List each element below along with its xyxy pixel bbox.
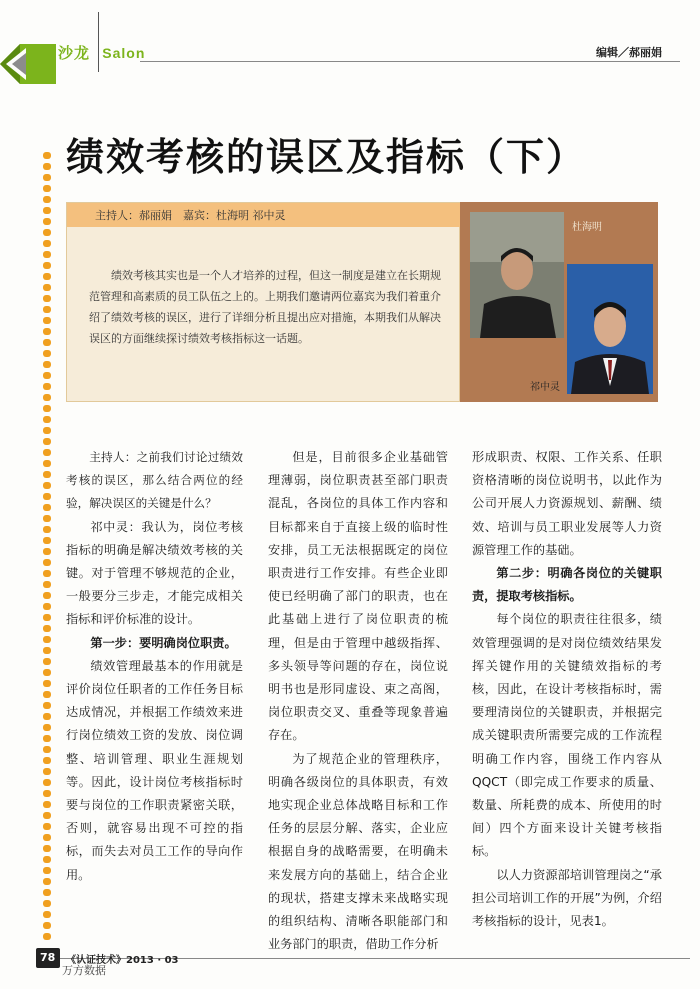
- intro-header-bar: [67, 203, 461, 227]
- header-divider: [98, 12, 99, 72]
- paragraph: 形成职责、权限、工作关系、任职资格清晰的岗位说明书，以此作为公司开展人力资源规划、薪酬、绩效、培训与员工职业发展等人力资源管理工作的基础。: [472, 450, 662, 557]
- hosts-line: 主持人：郝丽娟 嘉宾：杜海明 祁中灵: [95, 209, 286, 222]
- guest1-portrait-icon: [470, 212, 564, 338]
- body-column-2: [268, 446, 448, 956]
- paragraph: 但是，目前很多企业基础管理薄弱，岗位职责甚至部门职责混乱，各岗位的具体工作内容和目标都来自于直接上级的临时性安排，员工无法根据既定的岗位职责进行工作安排。有些企业即使已经明确了部门的职责，也在此基础上进行了岗位职责的梳理，但是由于管理中越级指挥、多头领导等问题的存在，岗位说明书也是形同虚设、束之高阁，岗位职责交叉、重叠等现象普遍存在。: [268, 450, 448, 743]
- guest2-portrait-icon: [567, 264, 653, 394]
- body-column-3: [472, 446, 662, 933]
- intro-box: [66, 202, 460, 402]
- guest1-name: 杜海明: [572, 222, 602, 233]
- paragraph: 以人力资源部培训管理岗之“承担公司培训工作的开展”为例，介绍考核指标的设计，见表1。: [472, 867, 662, 929]
- guest-photo-panel: [460, 202, 658, 402]
- header-rule: [140, 61, 680, 62]
- guest2-photo: [567, 264, 653, 394]
- intro-summary: 绩效考核其实也是一个人才培养的过程，但这一制度是建立在长期规范管理和高素质的员工队伍之上的。上期我们邀请两位嘉宾为我们着重介绍了绩效考核的误区，进行了详细分析且提出应对措施，本期我们从解决误区的方面继续探讨绩效考核指标这一话题。: [89, 269, 441, 345]
- section-tab-icon: [0, 44, 56, 84]
- step-heading: 第一步：要明确岗位职责。: [90, 635, 237, 650]
- section-label-cn: 沙龙: [58, 44, 91, 62]
- magazine-issue: 《认证技术》2013 · 03: [66, 955, 179, 966]
- section-label: [58, 42, 145, 63]
- paragraph: 主持人：之前我们讨论过绩效考核的误区，那么结合两位的经验，解决误区的关键是什么？: [66, 450, 243, 511]
- paragraph: 为了规范企业的管理秩序，明确各级岗位的具体职责，有效地实现企业总体战略目标和工作任务的层层分解、落实，企业应根据自身的战略需要，在明确未来发展方向的基础上，结合企业的现状，搭建支撑未来战略实现的组织结构、清晰各职能部门和业务部门的职责，借助工作分析: [268, 751, 448, 952]
- guest1-photo: [470, 212, 564, 338]
- section-label-en: Salon: [102, 45, 146, 61]
- paragraph: 每个岗位的职责往往很多，绩效管理强调的是对岗位绩效结果发挥关键作用的关键绩效指标的考核，因此，在设计考核指标时，需要理清岗位的关键职责，并根据完成关键职责所需要完成的工作流程明确工作内容，围绕工作内容从QQCT（即完成工作要求的质量、数量、所耗费的成本、所使用的时间）四个方面来设计关键考核指标。: [472, 612, 662, 859]
- guest2-name: 祁中灵: [530, 382, 560, 393]
- step-heading: 第二步：明确各岗位的关键职责，提取考核指标。: [472, 566, 662, 604]
- watermark-text: 万方数据: [62, 964, 106, 977]
- paragraph: 祁中灵：我认为，岗位考核指标的明确是解决绩效考核的关键。对于管理不够规范的企业，一般要分三步走，才能完成相关指标和评价标准的设计。: [66, 519, 243, 627]
- article-title: 绩效考核的误区及指标（下）: [66, 135, 587, 179]
- body-column-1: [66, 446, 243, 887]
- page-number: 78: [40, 951, 56, 964]
- decorative-dot-strip: [40, 150, 54, 940]
- editor-credit: 编辑／郝丽娟: [596, 46, 662, 59]
- paragraph: 绩效管理最基本的作用就是评价岗位任职者的工作任务目标达成情况，并根据工作绩效来进行岗位绩效工资的发放、岗位调整、培训管理、职业生涯规划等。因此，设计岗位考核指标时要与岗位的工作职责紧密关联，否则，就容易出现不可控的指标，而失去对员工工作的导向作用。: [66, 658, 243, 882]
